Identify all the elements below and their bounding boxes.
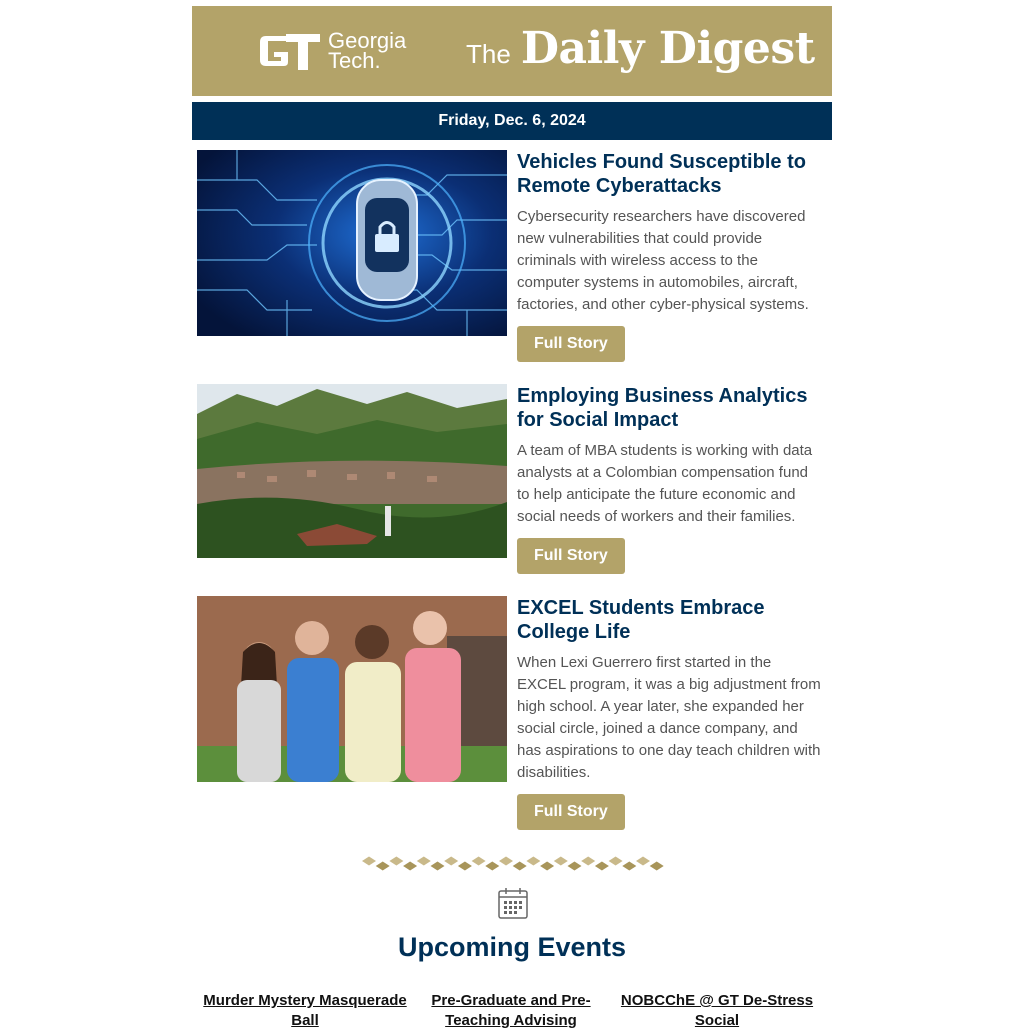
events-list — [202, 991, 822, 1031]
story-title[interactable]: Vehicles Found Susceptible to Remote Cyberattacks — [517, 151, 806, 197]
diamond-shape — [431, 862, 445, 871]
diamond-shape — [554, 857, 568, 866]
diamond-shape — [636, 857, 650, 866]
diamond-shape — [499, 857, 513, 866]
calendar-icon — [497, 886, 529, 920]
diamond-shape — [526, 857, 540, 866]
diamond-divider — [362, 856, 664, 872]
story-card — [197, 150, 827, 370]
story-title[interactable]: EXCEL Students Embrace College Life — [517, 597, 765, 643]
story-title[interactable]: Employing Business Analytics for Social Impact — [517, 385, 808, 431]
full-story-button[interactable]: Full Story — [517, 326, 625, 362]
upcoming-events-title: Upcoming Events — [397, 932, 627, 962]
diamond-shape — [403, 862, 417, 871]
story-text — [517, 596, 823, 830]
diamond-shape — [458, 862, 472, 871]
event-link[interactable]: Murder Mystery Masquerade Ball — [203, 992, 407, 1029]
gt-monogram-icon — [258, 30, 322, 72]
logo-line-2: Tech. — [328, 48, 381, 73]
full-story-button[interactable]: Full Story — [517, 794, 625, 830]
event-link[interactable]: Pre-Graduate and Pre-Teaching Advising — [431, 992, 591, 1029]
newsletter — [192, 6, 832, 1029]
diamond-shape — [540, 862, 554, 871]
newsletter-title — [466, 23, 815, 74]
diamond-shape — [444, 857, 458, 866]
story-description: When Lexi Guerrero first started in the EXCEL program, it was a big adjustment from high school. A year later, she expanded her social circle, joined a dance company, and has aspirations to one day teach children with disabilities. — [517, 654, 821, 781]
students-group-photo-image[interactable] — [197, 596, 507, 782]
diamond-shape — [362, 857, 376, 866]
diamond-shape — [376, 862, 390, 871]
logo-line-1: Georgia — [328, 28, 407, 53]
event-link[interactable]: NOBCChE @ GT De-Stress Social — [620, 992, 814, 1029]
title-the: The — [466, 39, 511, 69]
masthead — [192, 6, 832, 96]
event-item — [614, 991, 820, 1031]
full-story-button[interactable]: Full Story — [517, 538, 625, 574]
event-item — [202, 991, 408, 1031]
diamond-shape — [568, 862, 582, 871]
issue-date: Friday, Dec. 6, 2024 — [438, 112, 586, 129]
georgia-tech-logo[interactable] — [258, 30, 406, 72]
diamond-shape — [472, 857, 486, 866]
story-card — [197, 384, 827, 584]
diamond-shape — [485, 862, 499, 871]
story-card — [197, 596, 827, 836]
date-bar — [192, 102, 832, 140]
diamond-shape — [650, 862, 664, 871]
diamond-shape — [389, 857, 403, 866]
diamond-shape — [622, 862, 636, 871]
colombian-town-landscape-image[interactable] — [197, 384, 507, 558]
title-main: Daily Digest — [520, 23, 815, 74]
diamond-shape — [581, 857, 595, 866]
diamond-shape — [595, 862, 609, 871]
car-cyber-lock-image[interactable] — [197, 150, 507, 336]
diamond-shape — [417, 857, 431, 866]
story-description: A team of MBA students is working with data analysts at a Colombian compensation fund to help anticipate the future economic and social needs of workers and their families. — [517, 442, 813, 525]
logo-wordmark — [328, 28, 407, 73]
event-item — [408, 991, 614, 1031]
story-text — [517, 150, 823, 362]
story-description: Cybersecurity researchers have discovered new vulnerabilities that could provide criminals with wireless access to the computer systems in automobiles, aircraft, factories, and other cyber-physical systems. — [517, 208, 809, 313]
diamond-shape — [513, 862, 527, 871]
diamond-shape — [609, 857, 623, 866]
story-text — [517, 384, 823, 574]
